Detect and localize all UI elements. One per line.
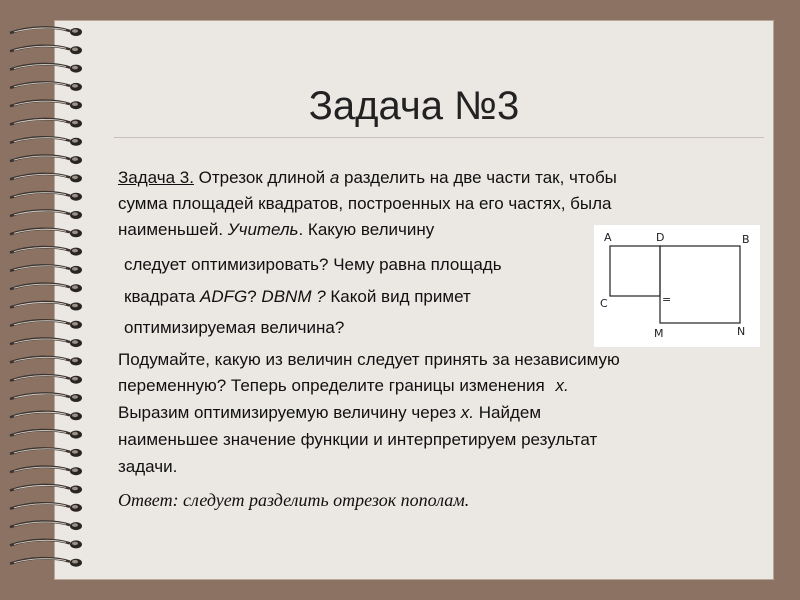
square-large [660, 246, 740, 323]
spiral-ring [10, 375, 82, 384]
spiral-ring [10, 467, 82, 476]
hint-text-3a: Выразим оптимизируемую величину через [118, 403, 457, 422]
spiral-ring [10, 101, 82, 110]
label-a: A [604, 231, 612, 244]
spiral-ring [10, 46, 82, 55]
label-m: M [654, 327, 664, 340]
spiral-ring [10, 247, 82, 256]
label-equals: = [662, 293, 672, 306]
hint-line-4: наименьшее значение функции и интерпретируем результат [118, 430, 598, 449]
label-b: B [742, 233, 750, 246]
problem-text-1b: разделить на две части так, чтобы [344, 168, 617, 187]
spiral-ring [10, 503, 82, 512]
spiral-ring [10, 192, 82, 201]
hint-line-1: Подумайте, какую из величин следует принять за независимую [118, 350, 620, 369]
problem-line-4: следует оптимизировать? Чему равна площадь [124, 255, 502, 274]
problem-text-1a: Отрезок длиной [198, 168, 326, 187]
spiral-ring [10, 265, 82, 274]
var-x-2: x. [460, 403, 474, 422]
spiral-ring [10, 412, 82, 421]
spiral-ring [10, 393, 82, 402]
spiral-ring [10, 357, 82, 366]
spiral-ring [10, 27, 82, 36]
spiral-ring [10, 302, 82, 311]
spiral-ring [10, 522, 82, 531]
spiral-ring [10, 174, 82, 183]
label-d: D [656, 231, 665, 244]
squares-diagram [594, 225, 760, 347]
hint-line-5: задачи. [118, 457, 178, 476]
squares-figure [594, 225, 760, 347]
hint-line-3 [118, 400, 541, 426]
spiral-ring [10, 339, 82, 348]
problem-line-5 [124, 284, 471, 310]
title-divider [114, 137, 764, 138]
answer-text: : следует разделить отрезок пополам. [172, 490, 470, 510]
label-n: N [737, 325, 746, 338]
spiral-ring [10, 156, 82, 165]
problem-label: Задача 3. [118, 168, 194, 187]
problem-line-2: сумма площадей квадратов, построенных на его частях, была [118, 194, 612, 213]
var-a: a [329, 168, 340, 187]
spiral-ring [10, 485, 82, 494]
problem-line-3 [118, 217, 434, 243]
square-dbnm: DBNM ? [261, 287, 326, 306]
var-x-1: x. [555, 376, 569, 395]
spiral-ring [10, 540, 82, 549]
problem-text-5b: ? [247, 287, 257, 306]
spiral-ring [10, 82, 82, 91]
teacher-label: Учитель [227, 220, 299, 239]
problem-line-1 [118, 165, 617, 191]
label-c: C [600, 297, 608, 310]
hint-text-2a: переменную? Теперь определите границы изменения [118, 376, 545, 395]
problem-text-5a: квадрата [124, 287, 196, 306]
problem-text-5c: Какой вид примет [330, 287, 471, 306]
problem-text-3a: наименьшей. [118, 220, 224, 239]
hint-line-2 [118, 373, 569, 399]
square-small [610, 246, 660, 296]
spiral-ring [10, 558, 82, 567]
spiral-ring [10, 320, 82, 329]
spiral-ring [10, 284, 82, 293]
answer-label: Ответ [118, 490, 173, 510]
spiral-binding-icon [0, 20, 92, 580]
problem-text-3b: . Какую величину [298, 220, 435, 239]
spiral-ring [10, 229, 82, 238]
page-title: Задача №3 [308, 84, 520, 128]
spiral-ring [10, 448, 82, 457]
square-adfg: ADFG [199, 287, 248, 306]
spiral-ring [10, 430, 82, 439]
spiral-ring [10, 119, 82, 128]
answer-line [118, 487, 469, 513]
spiral-ring [10, 64, 82, 73]
spiral-ring [10, 137, 82, 146]
spiral-ring [10, 210, 82, 219]
problem-line-6: оптимизируемая величина? [124, 318, 345, 337]
hint-text-3b: Найдем [478, 403, 542, 422]
